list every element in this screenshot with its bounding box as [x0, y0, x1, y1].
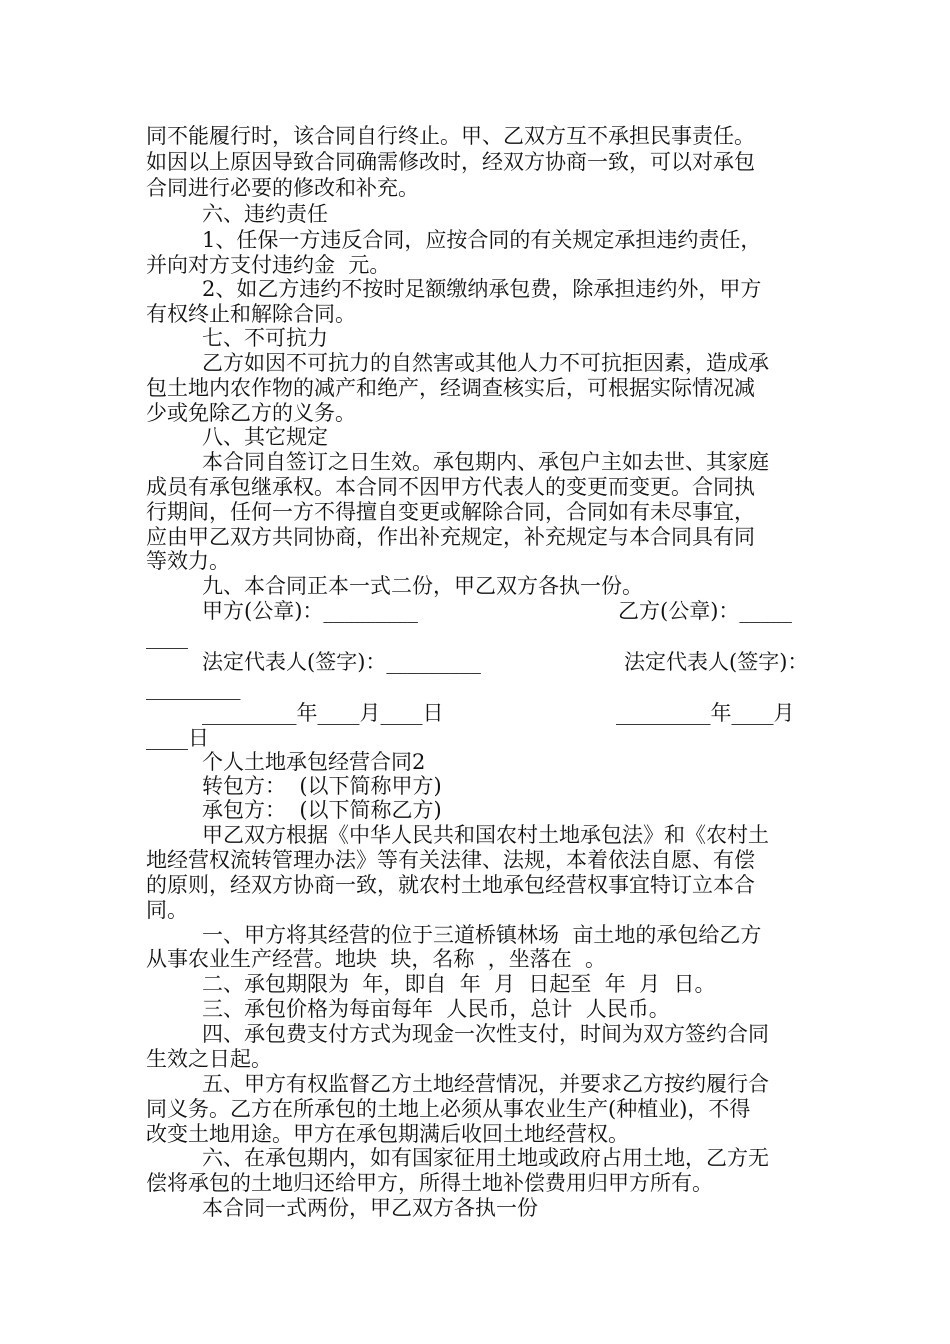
- text-line: ____日: [146, 726, 209, 750]
- party-b-seal-line: 乙方(公章)：_____: [618, 599, 792, 623]
- text-line: 承包方： (以下简称乙方): [202, 798, 442, 822]
- text-line: 改变土地用途。甲方在承包期满后收回土地经营权。: [146, 1122, 629, 1146]
- text-line: 合同进行必要的修改和补充。: [146, 176, 419, 200]
- text-line: 三、承包价格为每亩每年 人民币，总计 人民币。: [202, 997, 670, 1021]
- party-a-date-line: _________年____月____日: [202, 701, 444, 725]
- text-line: 乙方如因不可抗力的自然害或其他人力不可抗拒因素，造成承: [202, 351, 769, 375]
- text-line: 本合同自签订之日生效。承包期内、承包户主如去世、其家庭: [202, 450, 769, 474]
- text-line: 1、任保一方违反合同，应按合同的有关规定承担违约责任，: [202, 228, 762, 252]
- section-heading: 八、其它规定: [202, 425, 328, 449]
- contract-title: 个人土地承包经营合同2: [202, 750, 426, 774]
- text-line: 甲乙双方根据《中华人民共和国农村土地承包法》和《农村土: [202, 823, 769, 847]
- party-a-representative-line: 法定代表人(签字)：_________: [202, 650, 481, 674]
- text-line: 包土地内农作物的减产和绝产，经调查核实后，可根据实际情况减: [146, 376, 755, 400]
- section-heading: 七、不可抗力: [202, 326, 328, 350]
- text-line: 地经营权流转管理办法》等有关法律、法规，本着依法自愿、有偿: [146, 848, 755, 872]
- text-line: 二、承包期限为 年，即自 年 月 日起至 年 月 日。: [202, 972, 716, 996]
- text-line: 并向对方支付违约金 元。: [146, 253, 391, 277]
- text-line: 同不能履行时，该合同自行终止。甲、乙双方互不承担民事责任。: [146, 124, 755, 148]
- text-line: 2、如乙方违约不按时足额缴纳承包费，除承担违约外，甲方: [202, 277, 762, 301]
- text-line: 有权终止和解除合同。: [146, 302, 356, 326]
- text-line: 如因以上原因导致合同确需修改时，经双方协商一致，可以对承包: [146, 150, 755, 174]
- text-line: 生效之日起。: [146, 1047, 272, 1071]
- party-b-representative-line: 法定代表人(签字)：: [624, 650, 809, 674]
- text-line: 九、本合同正本一式二份，甲乙双方各执一份。: [202, 574, 643, 598]
- party-b-date-line: _________年____月: [616, 701, 795, 725]
- text-line: 少或免除乙方的义务。: [146, 401, 356, 425]
- text-line: 同。: [146, 898, 188, 922]
- text-line: 的原则，经双方协商一致，就农村土地承包经营权事宜特订立本合: [146, 873, 755, 897]
- text-line: 行期间，任何一方不得擅自变更或解除合同，合同如有未尽事宜，: [146, 500, 755, 524]
- text-line: 从事农业生产经营。地块 块，名称 ，坐落在 。: [146, 947, 607, 971]
- text-line: 转包方： (以下简称甲方): [202, 774, 442, 798]
- text-line: 六、在承包期内，如有国家征用土地或政府占用土地，乙方无: [202, 1146, 769, 1170]
- text-line: 四、承包费支付方式为现金一次性支付，时间为双方签约合同: [202, 1022, 769, 1046]
- text-line: 本合同一式两份，甲乙双方各执一份: [202, 1196, 538, 1220]
- text-line: ____: [146, 625, 188, 649]
- text-line: 同义务。乙方在所承包的土地上必须从事农业生产(种植业)，不得: [146, 1097, 751, 1121]
- text-line: 等效力。: [146, 549, 230, 573]
- party-a-seal-line: 甲方(公章)：_________: [202, 599, 418, 623]
- section-heading: 六、违约责任: [202, 202, 328, 226]
- text-line: 五、甲方有权监督乙方土地经营情况，并要求乙方按约履行合: [202, 1072, 769, 1096]
- text-line: _________: [146, 676, 241, 700]
- text-line: 成员有承包继承权。本合同不因甲方代表人的变更而变更。合同执: [146, 475, 755, 499]
- text-line: 应由甲乙双方共同协商，作出补充规定，补充规定与本合同具有同: [146, 525, 755, 549]
- text-line: 一、甲方将其经营的位于三道桥镇林场 亩土地的承包给乙方: [202, 923, 762, 947]
- text-line: 偿将承包的土地归还给甲方，所得土地补偿费用归甲方所有。: [146, 1171, 713, 1195]
